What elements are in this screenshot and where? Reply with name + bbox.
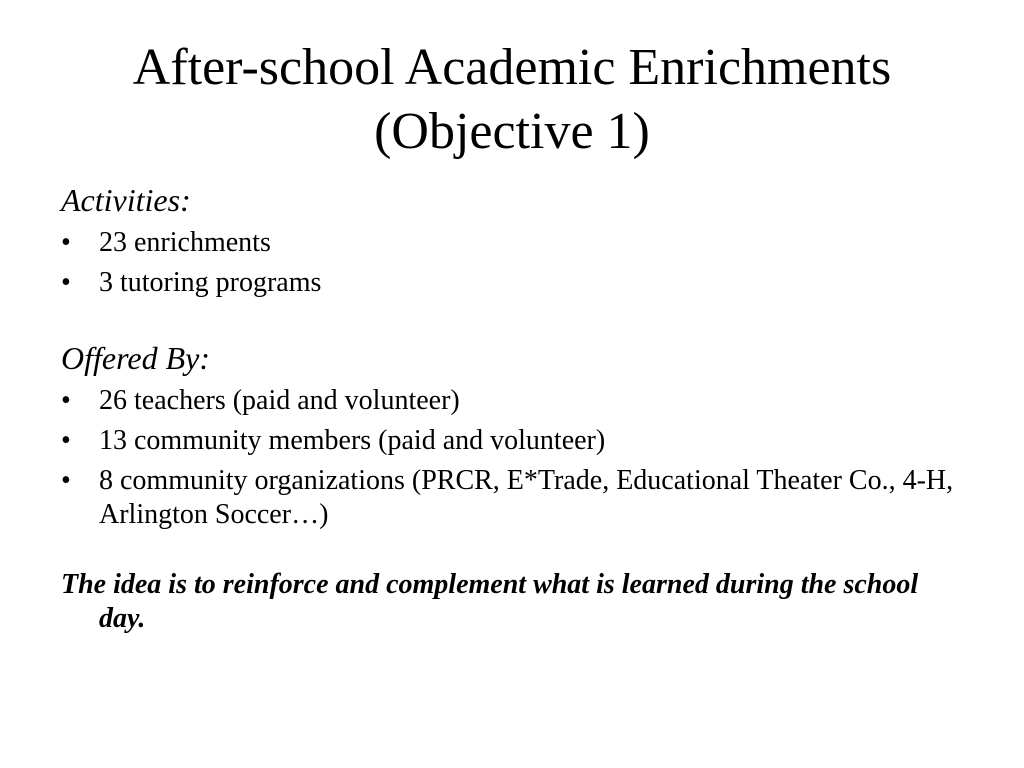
activities-list <box>61 226 961 300</box>
activities-heading: Activities: <box>61 182 191 218</box>
bullet-icon: • <box>61 385 71 416</box>
bullet-icon: • <box>61 425 71 456</box>
bullet-icon: • <box>61 465 71 496</box>
list-item <box>61 226 961 260</box>
offered-by-list <box>61 384 961 532</box>
closing-statement: The idea is to reinforce and complement what is learned during the school day. <box>61 569 919 634</box>
bullet-icon: • <box>61 227 71 258</box>
list-item <box>61 424 961 458</box>
offered-by-heading: Offered By: <box>61 340 210 376</box>
slide-title <box>0 36 1024 164</box>
list-item-text: 26 teachers (paid and volunteer) <box>99 385 460 416</box>
slide-title-line-2: (Objective 1) <box>374 103 650 160</box>
list-item-text: 8 community organizations (PRCR, E*Trade, Educational Theater Co., 4-H, Arlington Soccer…) <box>99 465 954 530</box>
list-item-text: 23 enrichments <box>99 227 271 258</box>
slide-title-line-1: After-school Academic Enrichments <box>132 39 892 96</box>
slide-body <box>61 180 961 636</box>
bullet-icon: • <box>61 267 71 298</box>
list-item <box>61 464 961 532</box>
list-item <box>61 266 961 300</box>
list-item-text: 13 community members (paid and volunteer) <box>99 425 606 456</box>
list-item-text: 3 tutoring programs <box>99 267 322 298</box>
list-item <box>61 384 961 418</box>
